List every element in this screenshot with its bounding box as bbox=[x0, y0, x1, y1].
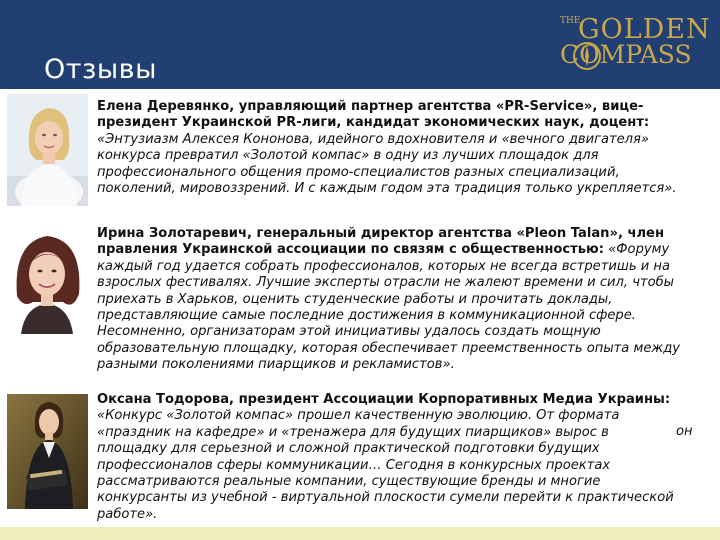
header-bar bbox=[0, 0, 720, 89]
photo-irina-zolotarevich bbox=[7, 226, 88, 334]
golden-compass-logo bbox=[552, 14, 711, 74]
footer-band bbox=[0, 527, 720, 540]
testimonial-quote: «Энтузиазм Алексея Кононова, идейного вдохновителя и «вечного двигателя» конкурса превратил «Золотой компас» в одну из лучших площадок для профессионального общения промо-специалистов разных специализаций, поколений, мировоззрений. И с каждым годом эта традиция только укрепляется». bbox=[97, 131, 677, 197]
testimonial-2 bbox=[97, 226, 697, 374]
testimonial-quote: «Форуму каждый год удается собрать профессионалов, которых не всегда встретишь и на взрослых фестивалях. Лучшие эксперты отрасли не жалеют времени и сил, чтобы приехать в Харьков, оценить студенческие работы и прочитать доклады, представляющие самые последние достижения в коммуникационной сфере. Несомненно, организаторам этой инициативы удалось создать мощную образовательную площадку, которая обеспечивает преемственность опыта между разными поколениями пиарщиков и рекламистов». bbox=[97, 242, 681, 373]
testimonial-1 bbox=[97, 99, 697, 197]
photo-elena-derevyanko bbox=[7, 94, 88, 206]
testimonial-3 bbox=[97, 392, 675, 523]
logo-compass-text: COMPASS bbox=[560, 40, 692, 69]
photo-oksana-todorova bbox=[7, 394, 88, 509]
logo-the-text: THE bbox=[560, 16, 581, 26]
testimonial-author: Елена Деревянко, управляющий партнер агентства «PR-Service», вице-президент Украинской PR-лиги, кандидат экономических наук, доцент: bbox=[97, 99, 650, 131]
logo-golden-text: GOLDEN bbox=[578, 14, 711, 45]
testimonial-quote: «Конкурс «Золотой компас» прошел качественную эволюцию. От формата «праздник на кафедре» и «тренажера для будущих пиарщиков» вырос в площадку для серьезной и сложной практической подготовки будущих профессионалов сферы коммуникации… Сегодня в конкурсных проектах рассматриваются реальные компании, существующие бренды и многие конкурсанты из учебной - виртуальной плоскости сумели перейти к практической работе». bbox=[97, 408, 674, 522]
page-title: Отзывы bbox=[44, 54, 157, 85]
testimonial-author: Ирина Золотаревич, генеральный директор агентства «Pleon Talan», член правления Украинской ассоциации по связям с общественностью: bbox=[97, 226, 664, 258]
stray-text: он bbox=[676, 424, 693, 439]
testimonial-author: Оксана Тодорова, президент Ассоциации Корпоративных Медиа Украины: bbox=[97, 392, 671, 407]
